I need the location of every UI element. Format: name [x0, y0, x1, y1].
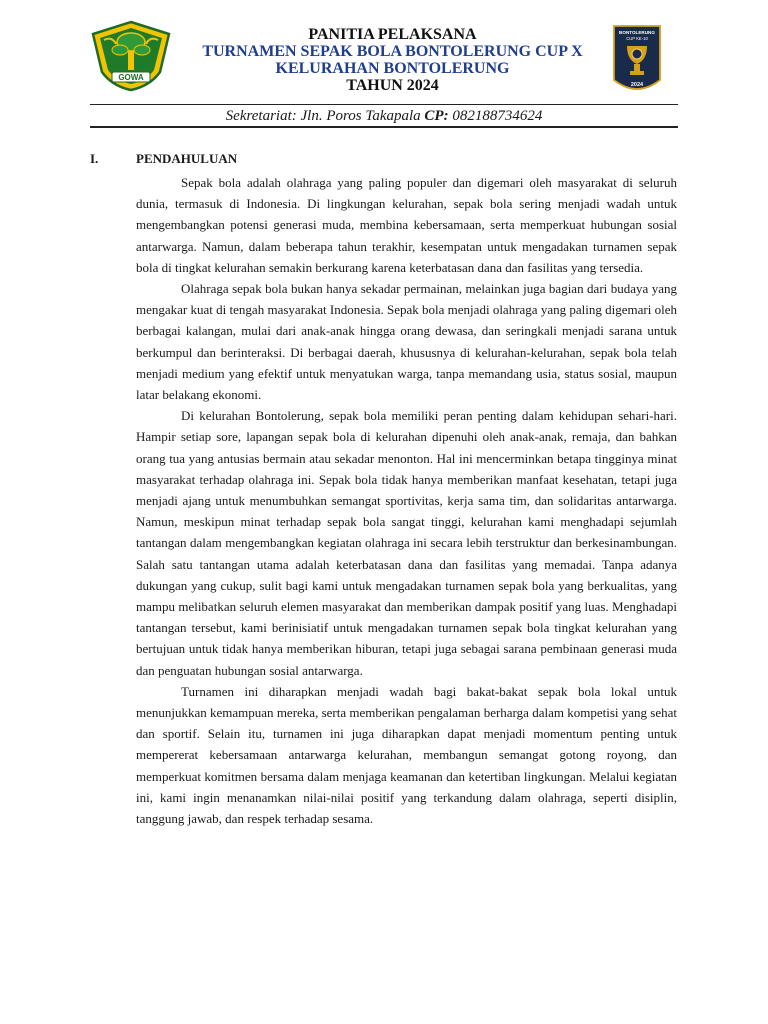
- paragraph: Di kelurahan Bontolerung, sepak bola memiliki peran penting dalam kehidupan sehari-hari. Hampir setiap sore, lapangan sepak bola di kelurahan dipenuhi oleh anak-anak, remaja, dan bahkan orang tua yang antusias bermain atau sekadar menonton. Hal ini mencerminkan betapa tingginya minat masyarakat terhadap olahraga ini. Sepak bola tidak hanya memberikan manfaat kesehatan, tetapi juga menjadi ajang untuk menumbuhkan semangat sportivitas, kerja sama tim, dan solidaritas antarwarga. Namun, meskipun minat terhadap sepak bola sangat tinggi, kelurahan kami menghadapi sejumlah tantangan dalam mengembangkan kegiatan olahraga ini secara lebih terstruktur dan berkesinambungan. Salah satu tantangan utama adalah keterbatasan dana dan fasilitas yang memadai. Tanpa adanya dukungan yang cukup, sulit bagi kami untuk mengadakan turnamen sepak bola yang berkualitas, yang mampu melibatkan seluruh elemen masyarakat dan memberikan dampak positif yang luas. Menghadapi tantangan tersebut, kami berinisiatif untuk mengadakan turnamen sepak bola tingkat kelurahan yang bertujuan untuk tidak hanya memberikan hiburan, tetapi juga sebagai sarana pembinaan generasi muda dan penguatan hubungan sosial antarwarga.: [136, 408, 677, 678]
- badge-year: 2024: [630, 82, 644, 88]
- gowa-regency-logo: [90, 20, 172, 92]
- cp-number: 082188734624: [448, 108, 543, 124]
- paragraph: Olahraga sepak bola bukan hanya sekadar permainan, melainkan juga bagian dari budaya yang mengakar kuat di tengah masyarakat Indonesia. Sepak bola menjadi olahraga yang paling digemari oleh berbagai kalangan, mulai dari anak-anak hingga orang dewasa, dan seringkali menjadi sarana untuk berkumpul dan berinteraksi. Di berbagai daerah, khususnya di kelurahan-kelurahan, sepak bola telah menjadi medium yang efektif untuk menyatukan warga, tanpa memandang usia, status sosial, maupun latar belakang ekonomi.: [136, 281, 677, 403]
- badge-text-name: BONTOLERUNG: [619, 30, 655, 35]
- secretariat-line: [90, 107, 678, 125]
- bontolerung-cup-badge: [612, 24, 662, 98]
- letterhead-title-block: [180, 27, 605, 94]
- kelurahan-title: KELURAHAN BONTOLERUNG: [275, 60, 510, 77]
- secretariat-address: Sekretariat: Jln. Poros Takapala: [225, 108, 421, 124]
- letterhead: [0, 0, 768, 130]
- paragraph: Sepak bola adalah olahraga yang paling populer dan digemari oleh masyarakat di seluruh dunia, termasuk di Indonesia. Di lingkungan kelurahan, sepak bola sering menjadi wadah untuk mengembangkan potensi generasi muda, membina kebersamaan, serta memperkuat hubungan sosial antarwarga. Namun, dalam beberapa tahun terakhir, kesempatan untuk mengadakan turnamen sepak bola di tingkat kelurahan semakin berkurang karena keterbatasan dana dan fasilitas yang tersedia.: [136, 175, 677, 275]
- header-divider-bottom: [90, 126, 678, 128]
- gowa-logo-text: GOWA: [118, 73, 144, 82]
- cp-label: CP:: [424, 108, 449, 124]
- section-title: PENDAHULUAN: [136, 151, 238, 166]
- paragraph: Turnamen ini diharapkan menjadi wadah bagi bakat-bakat sepak bola lokal untuk menunjukkan kemampuan mereka, serta memberikan pengalaman berharga dalam kompetisi yang sehat dan sportif. Selain itu, turnamen ini juga diharapkan dapat menjadi momentum penting untuk mempererat kebersamaan antarwarga kelurahan, membangun semangat gotong royong, dan memperkuat komitmen bersama dalam menjaga keamanan dan ketertiban lingkungan. Melalui kegiatan ini, kami ingin menanamkan nilai-nilai positif yang terkandung dalam olahraga, seperti disiplin, tanggung jawab, dan respek terhadap sesama.: [136, 683, 677, 827]
- committee-title: PANITIA PELAKSANA: [308, 26, 477, 43]
- badge-text-cup: CUP KE-10: [626, 36, 648, 41]
- tournament-title: TURNAMEN SEPAK BOLA BONTOLERUNG CUP X: [202, 43, 583, 60]
- section-number: I.: [90, 151, 99, 166]
- section-body: [136, 172, 677, 829]
- header-divider-top: [90, 104, 678, 105]
- year-title: TAHUN 2024: [346, 77, 439, 94]
